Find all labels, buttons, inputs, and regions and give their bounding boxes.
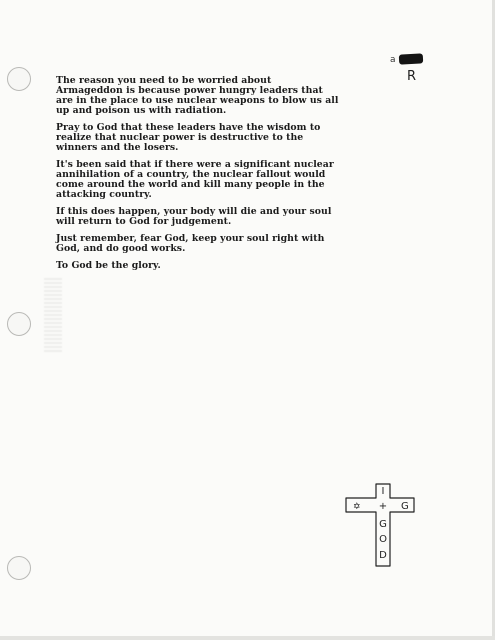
scan-edge-bottom xyxy=(0,636,495,640)
cross-vertical-letters xyxy=(379,486,387,561)
letter-line: God, and do good works. xyxy=(56,243,186,254)
letter-paragraph xyxy=(56,123,408,153)
binder-hole-middle xyxy=(7,312,31,336)
hand-drawn-cross xyxy=(340,482,420,568)
letter-line: winners and the losers. xyxy=(56,142,179,153)
letter-line: If this does happen, your body will die and your soul xyxy=(56,206,332,217)
letter-line: attacking country. xyxy=(56,189,152,200)
letter-paragraph xyxy=(56,234,408,254)
cross-letter: + xyxy=(378,501,388,512)
corner-mark-initial: R xyxy=(407,69,417,84)
cross-letter: D xyxy=(379,550,387,561)
letter-line: It's been said that if there were a significant nuclear xyxy=(56,159,334,170)
cross-letter: I xyxy=(381,486,385,497)
letter-line: will return to God for judgement. xyxy=(56,216,232,227)
letter-line: are in the place to use nuclear weapons to blow us all xyxy=(56,95,339,106)
letter-line: To God be the glory. xyxy=(56,260,161,271)
cross-right-letter: G xyxy=(401,501,409,512)
binder-hole-top xyxy=(7,67,31,91)
letter-paragraph xyxy=(56,207,408,227)
letter-body xyxy=(56,76,408,278)
letter-line: up and poison us with radiation. xyxy=(56,105,227,116)
letter-line: Just remember, fear God, keep your soul right with xyxy=(56,233,325,244)
letter-line: The reason you need to be worried about xyxy=(56,75,272,86)
corner-mark-prefix: a xyxy=(390,55,396,65)
letter-paragraph xyxy=(56,261,408,271)
scan-smudge xyxy=(44,276,62,352)
letter-line: realize that nuclear power is destructive to the xyxy=(56,132,304,143)
cross-star-symbol: ✡ xyxy=(353,502,361,512)
letter-line: come around the world and kill many people in the xyxy=(56,179,325,190)
redaction-blot xyxy=(399,53,423,64)
binder-hole-bottom xyxy=(7,556,31,580)
letter-paragraph xyxy=(56,160,408,200)
letter-line: Armageddon is because power hungry leaders that xyxy=(56,85,323,96)
letter-line: Pray to God that these leaders have the wisdom to xyxy=(56,122,321,133)
cross-letter: O xyxy=(379,534,387,545)
letter-paragraph xyxy=(56,76,408,116)
cross-letter: G xyxy=(379,519,387,530)
letter-line: annihilation of a country, the nuclear fallout would xyxy=(56,169,326,180)
